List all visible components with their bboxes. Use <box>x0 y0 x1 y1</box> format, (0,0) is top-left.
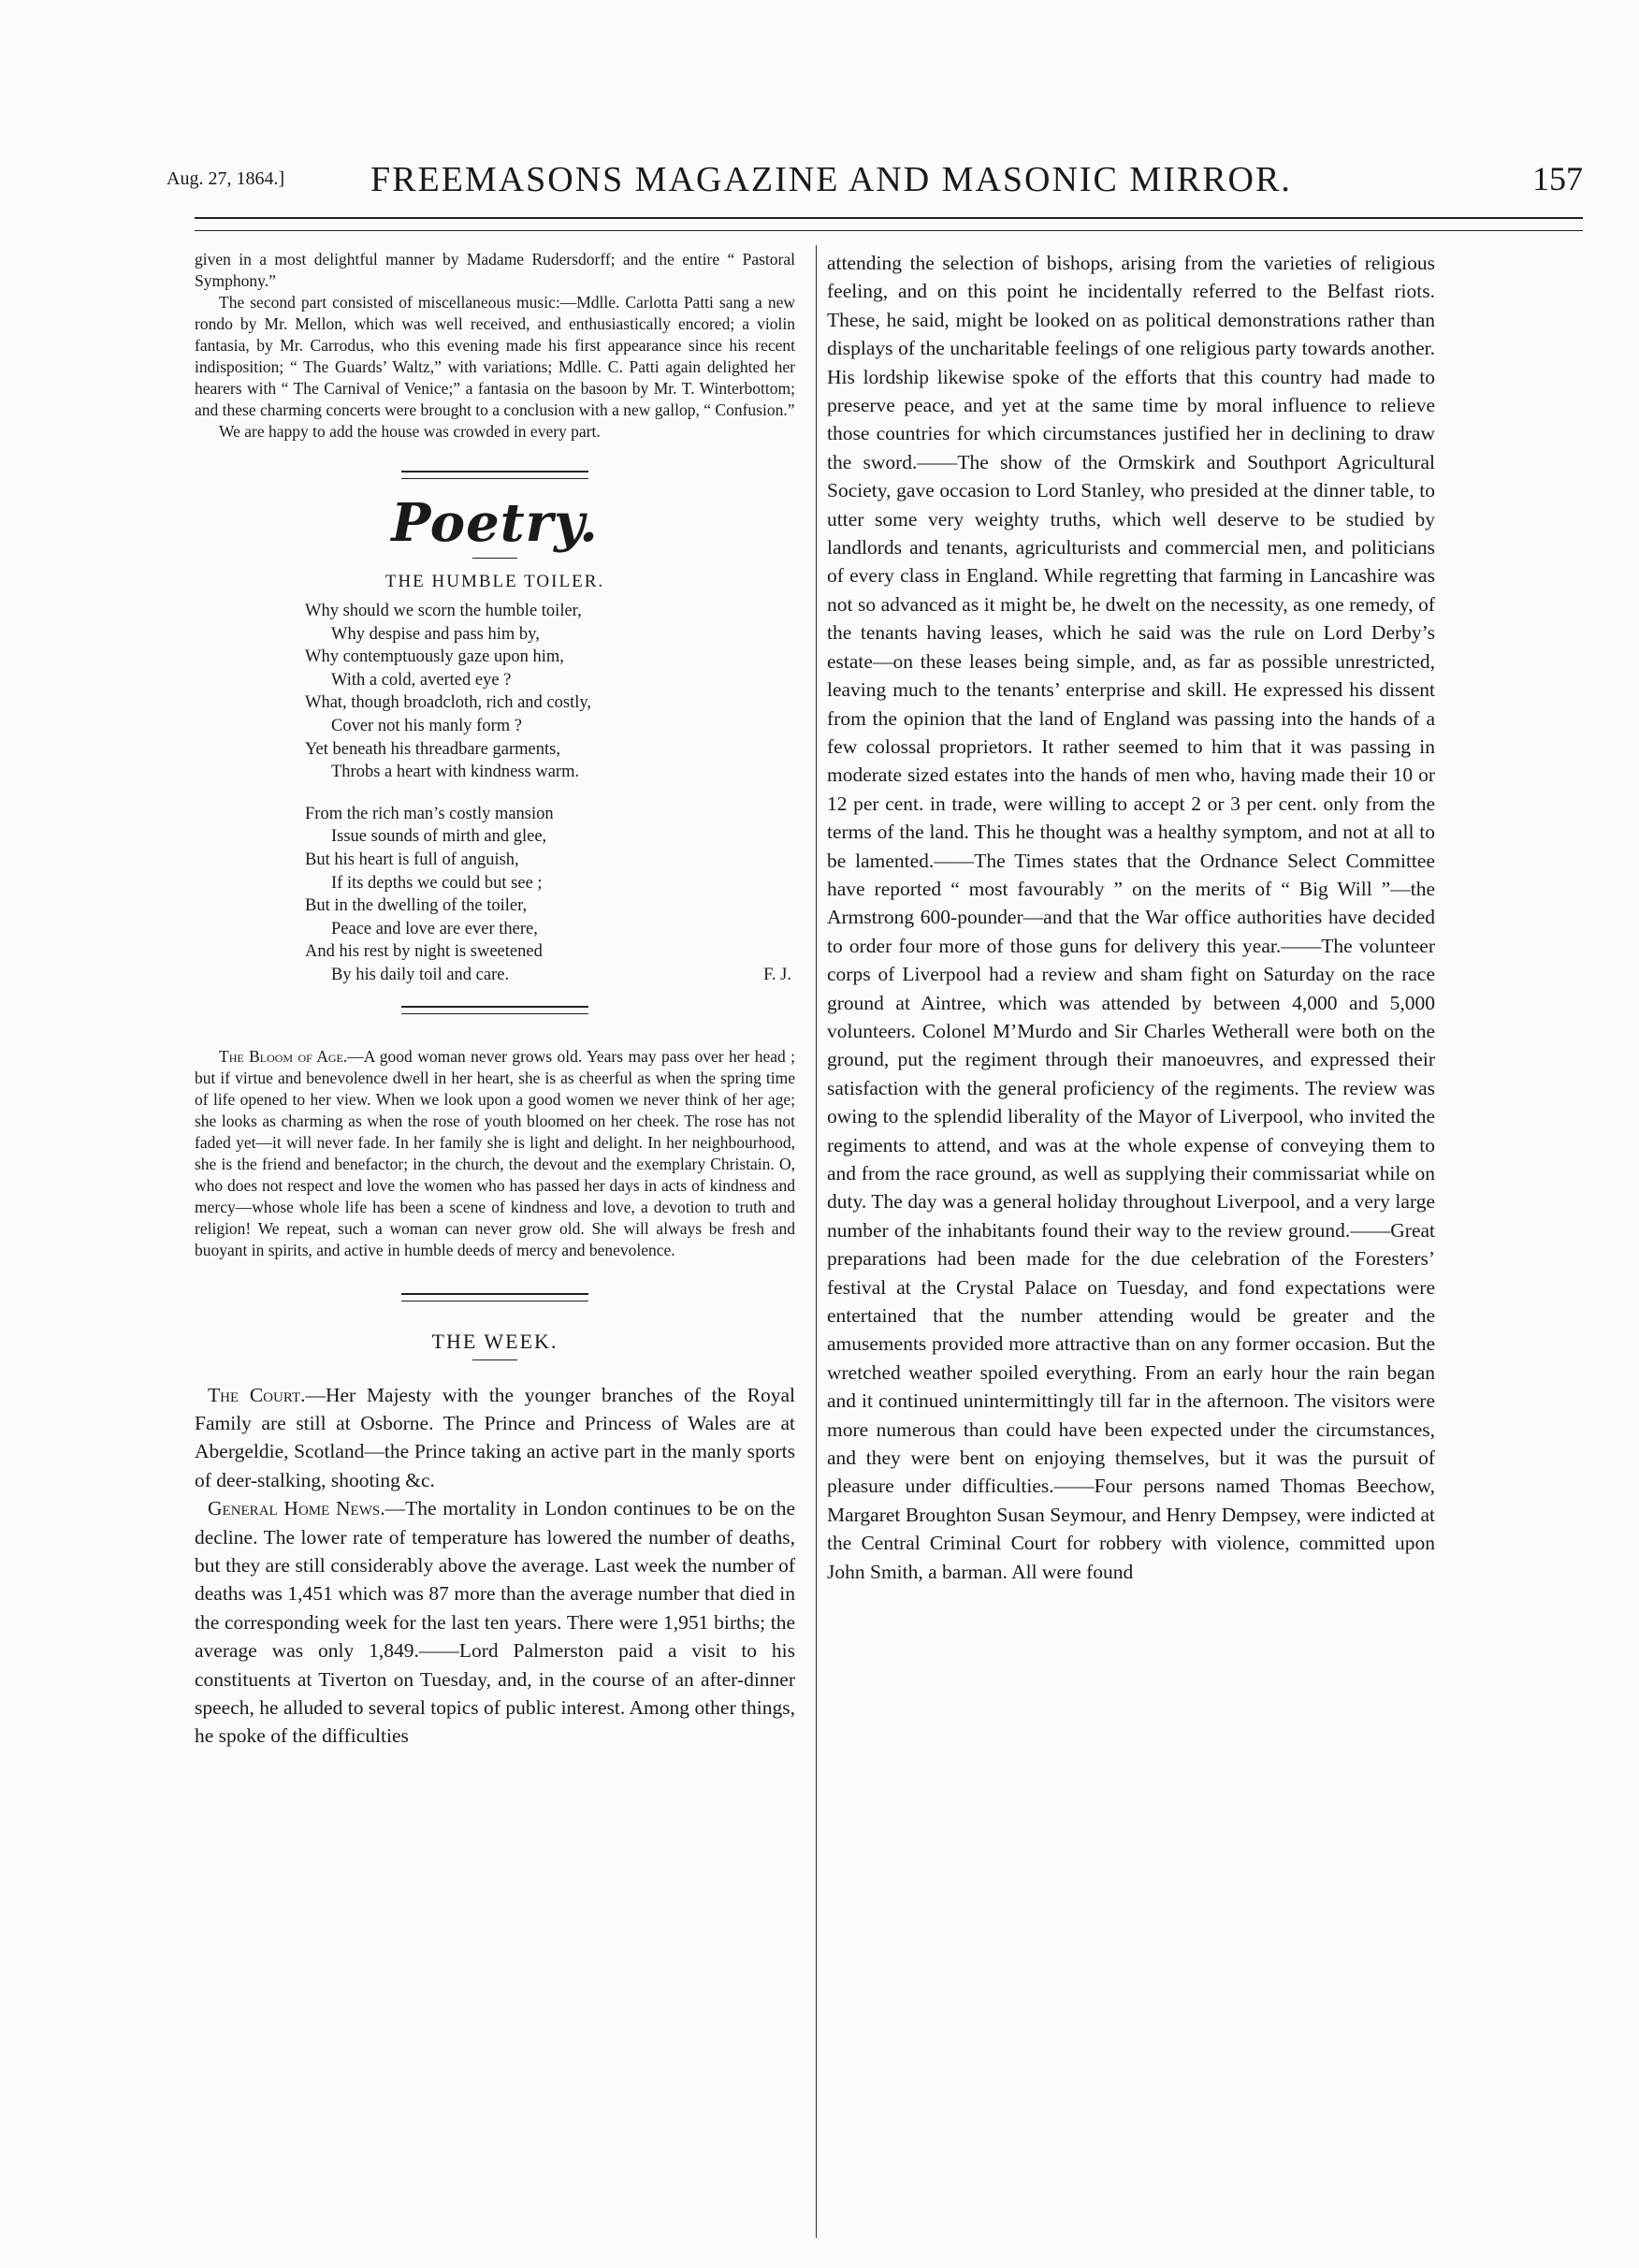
court-text: —Her Majesty with the younger branches of the Royal Family are still at Osborne. The Prince and Princess of Wales are at Abergeldie, Scotland—the Prince taking an active part in the manly sports of deer-stalking, shooting &c. <box>195 1383 795 1491</box>
poem-line: Peace and love are ever there, <box>331 919 538 938</box>
concert-paragraph-1: given in a most delightful manner by Madame Rudersdorff; and the entire “ Pastoral Symphony.” <box>195 250 795 290</box>
column-divider <box>816 245 817 2238</box>
court-label: The Court. <box>208 1383 306 1406</box>
section-rule <box>401 1006 588 1014</box>
poem-line: But his heart is full of anguish, <box>305 850 519 869</box>
poem-title: THE HUMBLE TOILER. <box>384 572 605 591</box>
left-column <box>195 249 795 1751</box>
poem-line: From the rich man’s costly mansion <box>305 804 554 823</box>
bloom-label: The Bloom of Age. <box>219 1046 348 1066</box>
header-rule <box>195 217 1583 219</box>
right-column <box>827 249 1435 1586</box>
the-week-heading: THE WEEK. <box>431 1329 558 1353</box>
poem-last-line <box>305 964 791 987</box>
section-rule <box>401 471 588 479</box>
page-number: 157 <box>1532 160 1583 197</box>
short-rule <box>472 1359 517 1360</box>
poem-line: Issue sounds of mirth and glee, <box>331 827 547 847</box>
poem-line: Yet beneath his threadbare garments, <box>305 739 560 759</box>
poetry-heading: Poetry. <box>391 492 599 554</box>
poem-line: If its depths we could but see ; <box>331 873 543 893</box>
poem-line: With a cold, averted eye ? <box>331 670 512 690</box>
home-news-paragraph <box>195 1494 795 1751</box>
section-rule <box>401 1293 588 1301</box>
concert-paragraph-3: We are happy to add the house was crowded in every part. <box>219 422 601 441</box>
poem-stanza-2 <box>305 803 791 987</box>
issue-date: Aug. 27, 1864.] <box>167 168 285 189</box>
poem-line: Cover not his manly form ? <box>331 716 522 735</box>
poem-line: What, though broadcloth, rich and costly, <box>305 693 592 713</box>
poem-line: Throbs a heart with kindness warm. <box>331 763 580 782</box>
bloom-of-age-paragraph <box>195 1046 795 1261</box>
page-header <box>167 159 1583 199</box>
home-news-label: General Home News. <box>208 1497 385 1520</box>
week-continued-paragraph: attending the selection of bishops, arising from the varieties of religious feeling, and on this point he incidentally referred to the Belfast riots. These, he said, might be looked on as political demonstrations rather than displays of the uncharitable feelings of one religious party towards another. His lordship likewise spoke of the efforts that this country had made to preserve peace, and yet at the same time by moral influence to relieve those countries for which circumstances justified her in declining to draw the sword.——The show of the Ormskirk and Southport Agricultural Society, gave occasion to Lord Stanley, who presided at the dinner table, to utter some very weighty truths, which well deserve to be studied by landlords and tenants, agriculturists and commercial men, and politicians of every class in England. While regretting that farming in Lancashire was not so advanced as it might be, he dwelt on the necessity, as one remedy, of the tenants having leases, which he said was the rule on Lord Derby’s estate—on these leases being simple, and, as far as possible unrestricted, leaving much to the tenants’ enterprise and skill. He expressed his dissent from the opinion that the land of England was passing into the hands of a few colossal proprietors. It rather seemed to him that it was passing in moderate sized estates into the hands of men who, having made their 10 or 12 per cent. in trade, were willing to accept 2 or 3 per cent. only from the terms of the land. This he thought was a healthy symptom, and not at all to be lamented.——The Times states that the Ordnance Select Committee have reported “ most favourably ” on the merits of “ Big Will ”—the Armstrong 600-pounder—and that the War office authorities have decided to order four more of those guns for delivery this year.——The volunteer corps of Liverpool had a review and sham fight on Saturday on the race ground at Aintree, which was attended by between 4,000 and 5,000 volunteers. Colonel M’Murdo and Sir Charles Wetherall were both on the ground, put the regiment through their manoeuvres, and expressed their satisfaction with the general proficiency of the regiments. The review was owing to the splendid liberality of the Mayor of Liverpool, who invited the regiments to attend, and was at the whole expense of conveying them to and from the race ground, as well as supplying their commissariat while on duty. The day was a general holiday throughout Liverpool, and a very large number of the inhabitants found their way to the review ground.——Great preparations had been made for the due celebration of the Foresters’ festival at the Crystal Palace on Tuesday, and fond expectations were entertained that the number attending would be greater and the amusements provided more attractive than on any former occasion. But the wretched weather spoiled everything. From an early hour the rain began and it continued unintermittingly till far in the afternoon. The visitors were more numerous than could have been expected under the circumstances, and they were bent on enjoying themselves, but it was the pursuit of pleasure under difficulties.——Four persons named Thomas Beechow, Margaret Broughton Susan Seymour, and Henry Dempsey, were indicted at the Central Criminal Court for robbery with violence, committed upon John Smith, a barman. All were found <box>827 252 1435 1583</box>
poem-line: And his rest by night is sweetened <box>305 942 543 962</box>
concert-paragraph-2: The second part consisted of miscellaneous music:—Mdlle. Carlotta Patti sang a new rondo by Mr. Mellon, which was well received, and enthusiastically encored; a violin fantasia, by Mr. Carrodus, who this evening made his first appearance since his recent indisposition; “ The Guards’ Waltz,” with variations; Mdlle. C. Patti again delighted her hearers with “ The Carnival of Venice;” a fantasia on the basoon by Mr. T. Winterbottom; and these charming concerts were brought to a conclusion with a new gallop, “ Confusion.” <box>195 293 795 419</box>
poem-stanza-1 <box>305 600 735 784</box>
poem-line: By his daily toil and care. <box>331 965 510 984</box>
home-news-text: —The mortality in London continues to be on the decline. The lower rate of temperature has lowered the number of deaths, but they are still considerably above the average. Last week the number of deaths was 1,451 which was 87 more than the average number that died in the corresponding week for the last ten years. There were 1,951 births; the average was only 1,849.——Lord Palmerston paid a visit to his constituents at Tiverton on Tuesday, and, in the course of an after-dinner speech, he alluded to several topics of public interest. Among other things, he spoke of the difficulties <box>195 1497 795 1748</box>
poem-line: But in the dwelling of the toiler, <box>305 896 528 916</box>
court-paragraph <box>195 1381 795 1495</box>
poem-line: Why contemptuously gaze upon him, <box>305 647 564 667</box>
masthead-title: FREEMASONS MAGAZINE AND MASONIC MIRROR. <box>370 160 1292 199</box>
poem-line: Why despise and pass him by, <box>331 624 540 644</box>
short-rule <box>472 558 517 559</box>
header-rule-thin <box>195 230 1583 231</box>
poem-signature: F. J. <box>763 965 791 984</box>
poem-line: Why should we scorn the humble toiler, <box>305 602 582 620</box>
poem <box>305 600 791 987</box>
bloom-text: —A good woman never grows old. Years may pass over her head ; but if virtue and benevolence dwell in her heart, she is as cheerful as when the spring time of life opened to her view. When we look upon a good women we never think of her age; she looks as charming as when the rose of youth bloomed on her cheek. The rose has not faded yet—it will never fade. In her family she is light and delight. In her neighbourhood, she is the friend and benefactor; in the church, the devout and the exemplary Christain. O, who does not respect and love the women who has passed her days in acts of kindness and mercy—whose whole life has been a scene of kindness and love, a devotion to truth and religion! We repeat, such a woman can never grow old. She will always be fresh and buoyant in spirits, and active in humble deeds of mercy and benevolence. <box>195 1046 795 1259</box>
